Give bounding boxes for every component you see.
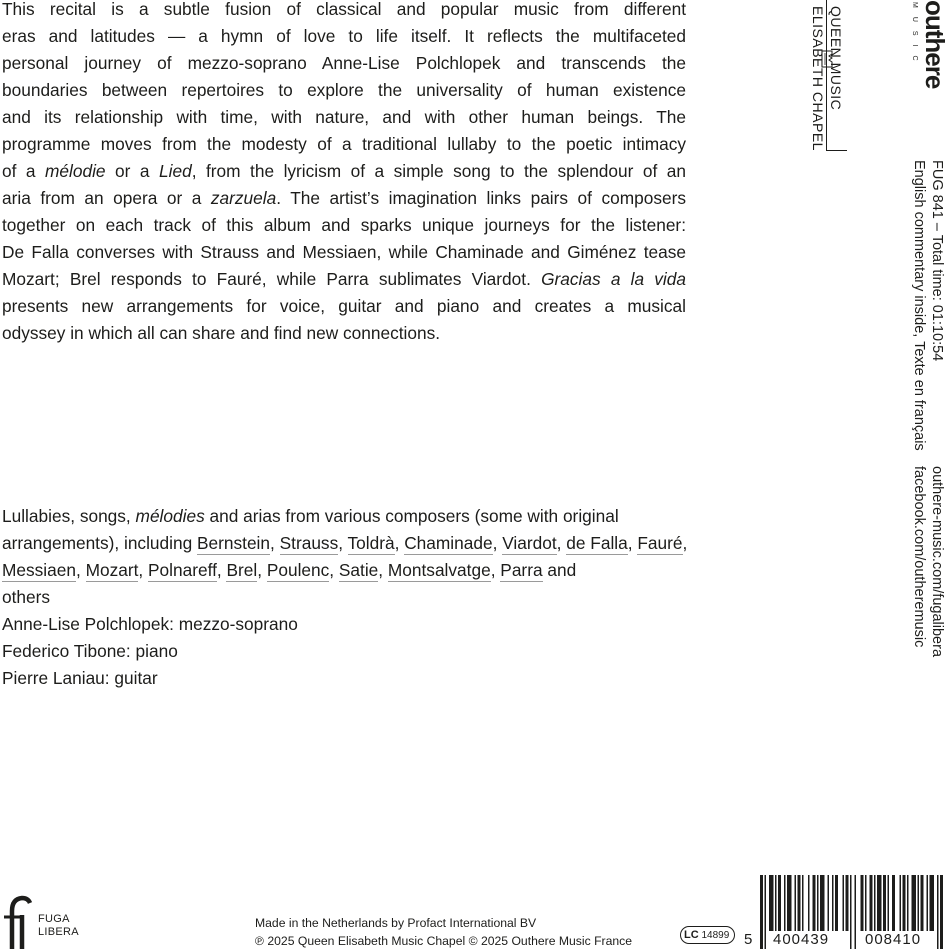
credit-line: Anne-Lise Polchlopek: mezzo-soprano <box>2 614 298 634</box>
qemc-line1: QUEEN MUSIC <box>828 6 844 111</box>
fuga-libera-logo <box>0 893 110 950</box>
barcode-bar <box>940 875 943 949</box>
barcode-bar <box>865 875 867 931</box>
description-line: boundaries between repertoires to explore the universality of human existence <box>2 80 686 100</box>
description-line: personal journey of mezzo-soprano Anne-Lise Polchlopek and transcends the <box>2 53 686 73</box>
qemc-line2: ELISABETH CHAPEL <box>810 6 826 151</box>
barcode-bar <box>907 875 909 931</box>
barcode-bar <box>918 875 920 931</box>
composer-link[interactable]: Viardot <box>502 533 557 553</box>
barcode-bar <box>903 875 906 931</box>
barcode-bar <box>775 875 777 931</box>
composer-link[interactable]: Messiaen <box>2 560 76 580</box>
description-line: aria from an opera or a zarzuela. The artist’s imagination links pairs of composers <box>2 188 686 208</box>
composer-link[interactable]: Fauré <box>637 533 683 553</box>
performer-credits <box>2 611 298 692</box>
description-line: of a mélodie or a Lied, from the lyricism of a simple song to the splendour of an <box>2 161 686 181</box>
barcode-bar <box>900 875 902 931</box>
description-line: presents new arrangements for voice, guitar and piano and creates a musical <box>2 296 686 316</box>
barcode-bar <box>846 875 849 931</box>
composer-link[interactable]: Montsalvatge <box>387 560 491 580</box>
description-line: programme moves from the modesty of a traditional lullaby to the poetic intimacy <box>2 134 686 154</box>
composer-link[interactable]: Poulenc <box>266 560 330 580</box>
composer-link[interactable]: Polnareff <box>148 560 217 580</box>
album-description <box>2 0 686 347</box>
barcode-bar <box>937 875 939 949</box>
barcode-bar <box>787 875 792 931</box>
catalog-number: FUG 841 – Total time: 01:10:54 <box>929 160 945 362</box>
barcode-first-digit: 5 <box>744 931 754 948</box>
barcode-bar <box>798 875 801 931</box>
barcode-bar <box>930 875 935 931</box>
barcode-bar <box>760 875 763 949</box>
barcode-bar <box>892 875 895 931</box>
composer-link[interactable]: Mozart <box>85 560 139 580</box>
crown-icon <box>820 50 834 68</box>
barcode-bar <box>835 875 838 931</box>
composer-link[interactable]: de Falla <box>566 533 628 553</box>
composer-link[interactable]: Chaminade <box>404 533 493 553</box>
barcode-bar <box>855 875 857 949</box>
description-line: eras and latitudes — a hymn of love to life itself. It reflects the multifaceted <box>2 26 686 46</box>
barcode-bar <box>921 875 924 931</box>
outhere-music-logo <box>908 0 950 100</box>
description-line: This recital is a subtle fusion of classical and popular music from different <box>2 0 686 19</box>
credit-line: Pierre Laniau: guitar <box>2 668 158 688</box>
barcode-right-digits: 008410 <box>865 931 922 948</box>
barcode-bar <box>817 875 819 931</box>
composer-link[interactable]: Parra <box>500 560 543 580</box>
ean-barcode <box>742 873 946 950</box>
libera-text: LIBERA <box>38 926 79 938</box>
composer-link[interactable]: Strauss <box>279 533 339 553</box>
fuga-text: FUGA <box>38 913 70 925</box>
barcode-bar <box>813 875 816 931</box>
commentary-language: English commentary inside, Texte en français <box>911 160 927 451</box>
barcode-bar <box>784 875 786 931</box>
outhere-sub: MUSIC <box>911 2 918 70</box>
manufacturing-note: Made in the Netherlands by Profact International BV <box>255 916 537 930</box>
description-line: De Falla converses with Strauss and Messiaen, while Chaminade and Giménez tease <box>2 242 686 262</box>
composer-link[interactable]: Brel <box>226 560 258 580</box>
barcode-bar <box>765 875 767 949</box>
description-line: together on each track of this album and sparks unique journeys for the listener: <box>2 215 686 235</box>
outhere-wordmark: outhere <box>920 0 950 89</box>
queen-elisabeth-music-chapel-logo <box>808 0 850 155</box>
barcode-bar <box>883 875 886 931</box>
barcode-bar <box>927 875 929 931</box>
copyright-note: ℗ 2025 Queen Elisabeth Music Chapel © 2025 Outhere Music France <box>255 934 633 948</box>
barcode-left-digits: 400439 <box>773 931 830 948</box>
fuga-libera-mark-icon <box>0 893 36 950</box>
label-code-badge: LC 14899 <box>680 926 735 944</box>
barcode-bar <box>877 875 882 931</box>
barcode-bar <box>843 875 845 931</box>
facebook-link[interactable]: facebook.com/outheremusic <box>911 466 927 648</box>
description-line: and its relationship with time, with nature, and with other human beings. The <box>2 107 686 127</box>
barcode-bar <box>874 875 876 931</box>
barcode-bar <box>802 875 804 931</box>
barcode-bar <box>861 875 864 931</box>
footer-legal <box>255 914 632 950</box>
barcode-bar <box>820 875 825 931</box>
description-line: odyssey in which all can share and find new connections. <box>2 323 441 343</box>
composer-link[interactable]: Toldrà <box>347 533 395 553</box>
credit-line: Federico Tibone: piano <box>2 641 178 661</box>
barcode-bar <box>808 875 810 931</box>
barcode-bar <box>778 875 781 931</box>
barcode-bar <box>912 875 917 931</box>
barcode-bar <box>769 875 774 931</box>
composers-list: Lullabies, songs, mélodies and arias from various composers (some with original arrangements), including Bernstein, Strauss, Toldrà, Chaminade, Viardot, de Falla, Fauré, Messiaen, Mozart, Polnareff, Brel, Poulenc, Satie, Montsalvatge, Parra and others <box>2 506 688 607</box>
barcode-bar <box>795 875 797 931</box>
barcode-bar <box>832 875 834 931</box>
barcode-bar <box>850 875 852 949</box>
website-link[interactable]: outhere-music.com/fugalibera <box>929 466 945 658</box>
composer-link[interactable]: Bernstein <box>197 533 271 553</box>
barcode-bar <box>888 875 890 931</box>
description-line: Mozart; Brel responds to Fauré, while Parra sublimates Viardot. Gracias a la vida <box>2 269 686 289</box>
composer-link[interactable]: Satie <box>338 560 379 580</box>
barcode-bar <box>870 875 873 931</box>
barcode-bar <box>828 875 830 931</box>
